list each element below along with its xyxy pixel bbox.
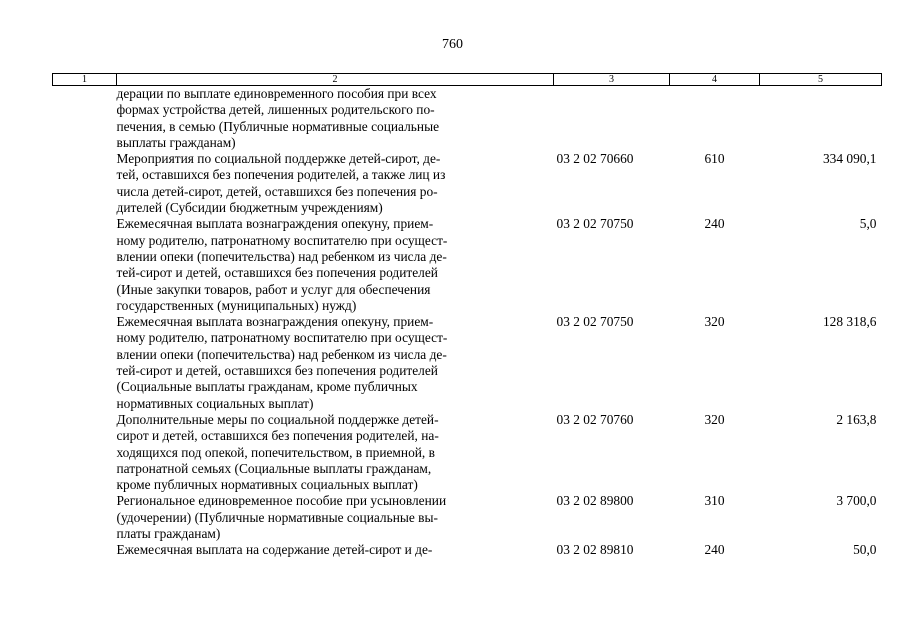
cell-amount: 334 090,1 xyxy=(822,151,877,167)
cell-description xyxy=(117,493,554,542)
header-col-2: 2 xyxy=(117,74,554,86)
description-line: (Иные закупки товаров, работ и услуг для обеспечения xyxy=(116,281,431,297)
description-line: патронатной семьях (Социальные выплаты гражданам, xyxy=(116,460,432,476)
cell-col-1 xyxy=(53,216,117,314)
cell-amount: 128 318,6 xyxy=(822,314,877,330)
cell-amount: 50,0 xyxy=(853,542,877,558)
description-line: дерации по выплате единовременного пособия при всех xyxy=(116,86,437,101)
description-line: Ежемесячная выплата вознаграждения опекуну, прием- xyxy=(116,314,434,330)
table-row xyxy=(53,216,882,314)
table-header xyxy=(53,74,882,86)
description-line: дителей (Субсидии бюджетным учреждениям) xyxy=(116,200,383,216)
cell-expense-type: 320 xyxy=(704,411,725,427)
description-line: Региональное единовременное пособие при усыновлении xyxy=(116,493,447,509)
page-number: 760 xyxy=(442,37,463,52)
description-line: ному родителю, патронатному воспитателю при осущест- xyxy=(116,330,448,346)
header-col-3: 3 xyxy=(554,74,670,86)
description-line: Дополнительные меры по социальной поддержке детей- xyxy=(116,411,439,427)
cell-description xyxy=(117,86,554,152)
cell-amount: 5,0 xyxy=(859,216,877,232)
description-line: влении опеки (попечительства) над ребенком из числа де- xyxy=(116,346,447,362)
description-line: ходящихся под опекой, попечительством, в приемной, в xyxy=(116,444,435,460)
description-line: ному родителю, патронатному воспитателю при осущест- xyxy=(116,232,448,248)
description-line: тей-сирот и детей, оставшихся без попечения родителей xyxy=(116,363,438,379)
cell-target-code: 03 2 02 70660 xyxy=(556,151,634,167)
table-row xyxy=(53,86,882,152)
cell-target-code: 03 2 02 70760 xyxy=(556,411,634,427)
description-line: выплаты гражданам) xyxy=(116,134,236,150)
description-line: нормативных социальных выплат) xyxy=(116,395,314,411)
cell-expense-type: 320 xyxy=(704,314,725,330)
description-line: числа детей-сирот, детей, оставшихся без попечения ро- xyxy=(116,183,438,199)
cell-description xyxy=(117,151,554,216)
table-row xyxy=(53,314,882,412)
description-line: Мероприятия по социальной поддержке детей-сирот, де- xyxy=(116,151,441,167)
cell-expense-type: 610 xyxy=(704,151,725,167)
table-body xyxy=(53,86,882,559)
cell-target-code xyxy=(554,86,670,152)
budget-table xyxy=(52,73,882,559)
description-line: государственных (муниципальных) нужд) xyxy=(116,297,357,313)
cell-description xyxy=(117,542,554,558)
cell-col-1 xyxy=(53,86,117,152)
cell-expense-type xyxy=(670,86,760,152)
header-col-4: 4 xyxy=(670,74,760,86)
description-line: тей, оставшихся без попечения родителей, а также лиц из xyxy=(116,167,446,183)
cell-amount xyxy=(760,86,882,152)
cell-col-1 xyxy=(53,151,117,216)
header-col-5: 5 xyxy=(760,74,882,86)
header-row xyxy=(53,74,882,86)
cell-amount: 2 163,8 xyxy=(836,411,877,427)
table-row xyxy=(53,151,882,216)
table-row xyxy=(53,542,882,558)
description-line: тей-сирот и детей, оставшихся без попечения родителей xyxy=(116,265,438,281)
cell-target-code: 03 2 02 89800 xyxy=(556,493,634,509)
cell-expense-type: 240 xyxy=(704,542,725,558)
cell-description xyxy=(117,216,554,314)
description-line: сирот и детей, оставшихся без попечения родителей, на- xyxy=(116,428,439,444)
description-line: влении опеки (попечительства) над ребенком из числа де- xyxy=(116,248,447,264)
cell-col-1 xyxy=(53,412,117,493)
cell-target-code: 03 2 02 70750 xyxy=(556,314,634,330)
description-line: (удочерении) (Публичные нормативные социальные вы- xyxy=(116,509,438,525)
cell-col-1 xyxy=(53,493,117,542)
description-line: Ежемесячная выплата вознаграждения опекуну, прием- xyxy=(116,216,434,232)
cell-expense-type: 240 xyxy=(704,216,725,232)
description-line: формах устройства детей, лишенных родительского по- xyxy=(116,102,435,118)
description-line: печения, в семью (Публичные нормативные социальные xyxy=(116,118,440,134)
description-line: платы гражданам) xyxy=(116,526,221,542)
cell-col-1 xyxy=(53,542,117,558)
cell-target-code: 03 2 02 70750 xyxy=(556,216,634,232)
description-line: кроме публичных нормативных социальных выплат) xyxy=(116,477,418,493)
cell-description xyxy=(117,314,554,412)
table-row xyxy=(53,412,882,493)
description-line: Ежемесячная выплата на содержание детей-сирот и де- xyxy=(116,542,433,558)
cell-amount: 3 700,0 xyxy=(836,493,877,509)
cell-expense-type: 310 xyxy=(704,493,725,509)
cell-description xyxy=(117,412,554,493)
cell-target-code: 03 2 02 89810 xyxy=(556,542,634,558)
cell-col-1 xyxy=(53,314,117,412)
header-col-1: 1 xyxy=(53,74,117,86)
table-row xyxy=(53,493,882,542)
description-line: (Социальные выплаты гражданам, кроме публичных xyxy=(116,379,418,395)
